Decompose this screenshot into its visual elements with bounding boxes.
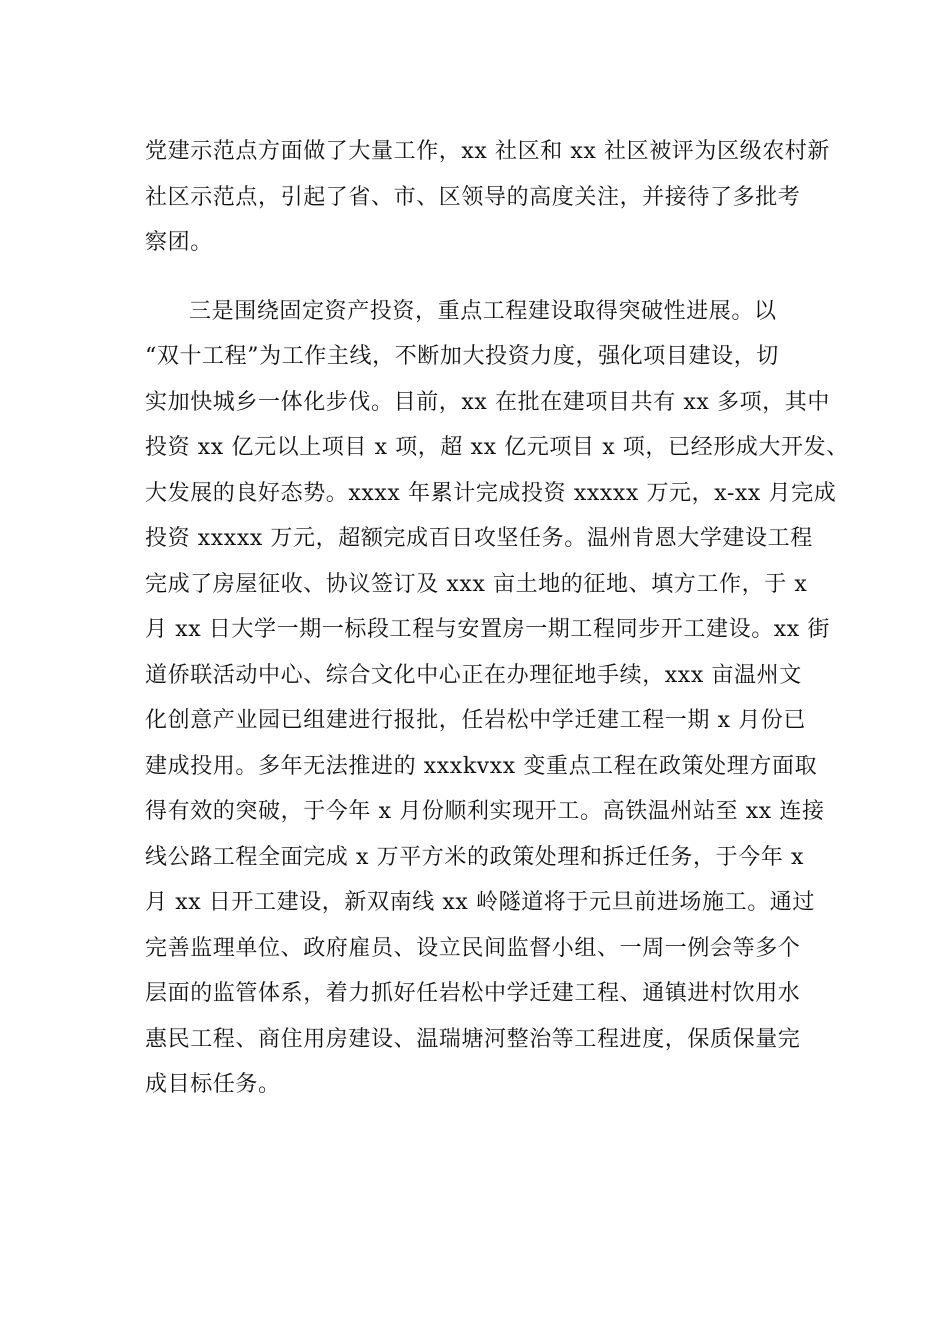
document-body xyxy=(145,129,849,1108)
paragraph-2-line-5: 大发展的良好态势。xxxx 年累计完成投资 xxxxx 万元，x-xx 月完成 xyxy=(145,480,837,506)
paragraph-2-line-4: 投资 xx 亿元以上项目 x 项，超 xx 亿元项目 x 项，已经形成大开发、 xyxy=(145,435,849,460)
paragraph-2 xyxy=(145,289,849,1108)
paragraph-2-line-18: 成目标任务。 xyxy=(145,1072,281,1097)
paragraph-2-line-14: 月 xx 日开工建设，新双南线 xx 岭隧道将于元旦前进场施工。通过 xyxy=(145,890,816,915)
paragraph-1-line-1: 党建示范点方面做了大量工作，xx 社区和 xx 社区被评为区级农村新 xyxy=(145,139,831,164)
paragraph-2-line-17: 惠民工程、商住用房建设、温瑞塘河整治等工程进度，保质保量完 xyxy=(145,1026,801,1052)
paragraph-2-line-9: 道侨联活动中心、综合文化中心正在办理征地手续，xxx 亩温州文 xyxy=(145,662,802,688)
paragraph-2-line-16: 层面的监管体系，着力抓好任岩松中学迁建工程、通镇进村饮用水 xyxy=(145,981,801,1006)
paragraph-2-line-10: 化创意产业园已组建进行报批，任岩松中学迁建工程一期 x 月份已 xyxy=(145,708,806,733)
paragraph-2-line-8: 月 xx 日大学一期一标段工程与安置房一期工程同步开工建设。xx 街 xyxy=(145,617,831,642)
paragraph-2-line-6: 投资 xxxxx 万元，超额完成百日攻坚任务。温州肯恩大学建设工程 xyxy=(145,526,813,551)
paragraph-2-line-7: 完成了房屋征收、协议签订及 xxx 亩土地的征地、填方工作，于 x xyxy=(145,571,808,597)
paragraph-spacer xyxy=(145,266,805,289)
paragraph-2-line-1: 三是围绕固定资产投资，重点工程建设取得突破性进展。以 xyxy=(189,298,777,324)
paragraph-1-line-2: 社区示范点，引起了省、市、区领导的高度关注，并接待了多批考 xyxy=(145,184,801,210)
paragraph-2-line-3: 实加快城乡一体化步伐。目前，xx 在批在建项目共有 xx 多项，其中 xyxy=(145,389,831,415)
paragraph-2-line-11: 建成投用。多年无法推进的 xxxkvxx 变重点工程在政策处理方面取 xyxy=(145,753,818,779)
paragraph-2-line-13: 线公路工程全面完成 x 万平方米的政策处理和拆迁任务，于今年 x xyxy=(145,844,804,870)
paragraph-1 xyxy=(145,129,831,266)
paragraph-1-line-3: 察团。 xyxy=(145,230,213,255)
paragraph-2-line-15: 完善监理单位、政府雇员、设立民间监督小组、一周一例会等多个 xyxy=(145,935,801,961)
paragraph-2-line-2: “双十工程”为工作主线，不断加大投资力度，强化项目建设，切 xyxy=(145,344,779,369)
paragraph-2-line-12: 得有效的突破，于今年 x 月份顺利实现开工。高铁温州站至 xx 连接 xyxy=(145,799,825,824)
